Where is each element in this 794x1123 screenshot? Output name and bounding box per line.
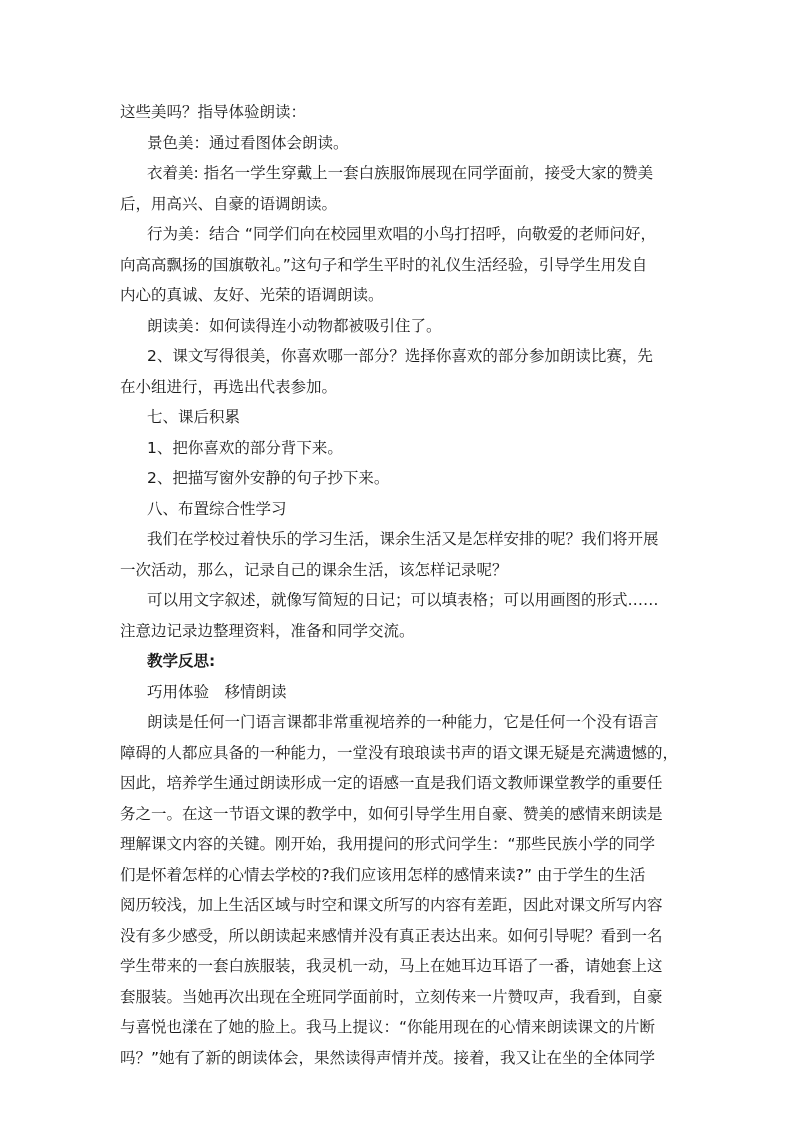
text-line: 2、把描写窗外安静的句子抄下来。 (147, 469, 390, 487)
text-line: 务之一。在这一节语文课的教学中，如何引导学生用自豪、赞美的感情来朗读是 (120, 804, 663, 823)
text-line: 朗读是任何一门语言课都非常重视培养的一种能力，它是任何一个没有语言 (147, 713, 659, 731)
text-line: 没有多少感受，所以朗读起来感情并没有真正表达出来。如何引导呢？看到一名 (120, 926, 663, 945)
text-line: 这些美吗？指导体验朗读： (120, 103, 307, 121)
text-line: 学生带来的一套白族服装，我灵机一动，马上在她耳边耳语了一番，请她套上这 (120, 957, 663, 975)
document-page (120, 97, 680, 1073)
text-line: 们是怀着怎样的心情去学校的?我们应该用怎样的感情来读?” 由于学生的生活 (120, 865, 646, 884)
text-line: 与喜悦也漾在了她的脸上。我马上提议：“你能用现在的心情来朗读课文的片断 (120, 1018, 656, 1036)
text-line: 行为美：结合 “同学们向在校园里欢唱的小鸟打招呼，向敬爱的老师问好， (147, 225, 656, 243)
text-line: 吗？”她有了新的朗读体会，果然读得声情并茂。接着，我又让在坐的全体同学 (120, 1048, 656, 1067)
section-heading: 八、布置综合性学习 (147, 499, 287, 518)
text-line: 障碍的人都应具备的一种能力，一堂没有琅琅读书声的语文课无疑是充满遗憾的， (120, 743, 679, 762)
text-line: 阅历较浅，加上生活区域与时空和课文所写的内容有差距，因此对课文所写内容 (120, 896, 663, 914)
text-line: 注意边记录边整理资料，准备和同学交流。 (120, 621, 415, 640)
text-line: 一次活动，那么，记录自己的课余生活，该怎样记录呢？ (120, 560, 508, 579)
text-line: 理解课文内容的关键。刚开始，我用提问的形式问学生：“那些民族小学的同学 (120, 835, 656, 853)
text-line: 向高高飘扬的国旗敬礼。”这句子和学生平时的礼仪生活经验，引导学生用发自 (120, 255, 648, 274)
section-heading: 七、课后积累 (147, 408, 241, 426)
text-line: 内心的真诚、友好、光荣的语调朗读。 (120, 286, 384, 304)
text-line: 我们在学校过着快乐的学习生活，课余生活又是怎样安排的呢？我们将开展 (147, 530, 659, 548)
reflection-title: 巧用体验 移情朗读 (147, 682, 287, 701)
text-line: 后，用高兴、自豪的语调朗读。 (120, 194, 338, 213)
text-line: 1、把你喜欢的部分背下来。 (147, 438, 343, 457)
text-line: 可以用文字叙述，就像写简短的日记；可以填表格；可以用画图的形式…… (147, 591, 659, 609)
text-line: 衣着美: 指名一学生穿戴上一套白族服饰展现在同学面前，接受大家的赞美 (147, 164, 654, 182)
text-line: 套服装。当她再次出现在全班同学面前时，立刻传来一片赞叹声，我看到，自豪 (120, 987, 663, 1006)
text-line: 朗读美：如何读得连小动物都被吸引住了。 (147, 316, 442, 335)
text-line: 因此，培养学生通过朗读形成一定的语感一直是我们语文教师课堂教学的重要任 (120, 774, 663, 792)
reflection-heading: 教学反思: (147, 652, 216, 670)
text-line: 在小组进行，再选出代表参加。 (120, 377, 338, 396)
text-line: 2、课文写得很美，你喜欢哪一部分？选择你喜欢的部分参加朗读比赛，先 (147, 347, 653, 365)
text-line: 景色美：通过看图体会朗读。 (147, 133, 349, 152)
